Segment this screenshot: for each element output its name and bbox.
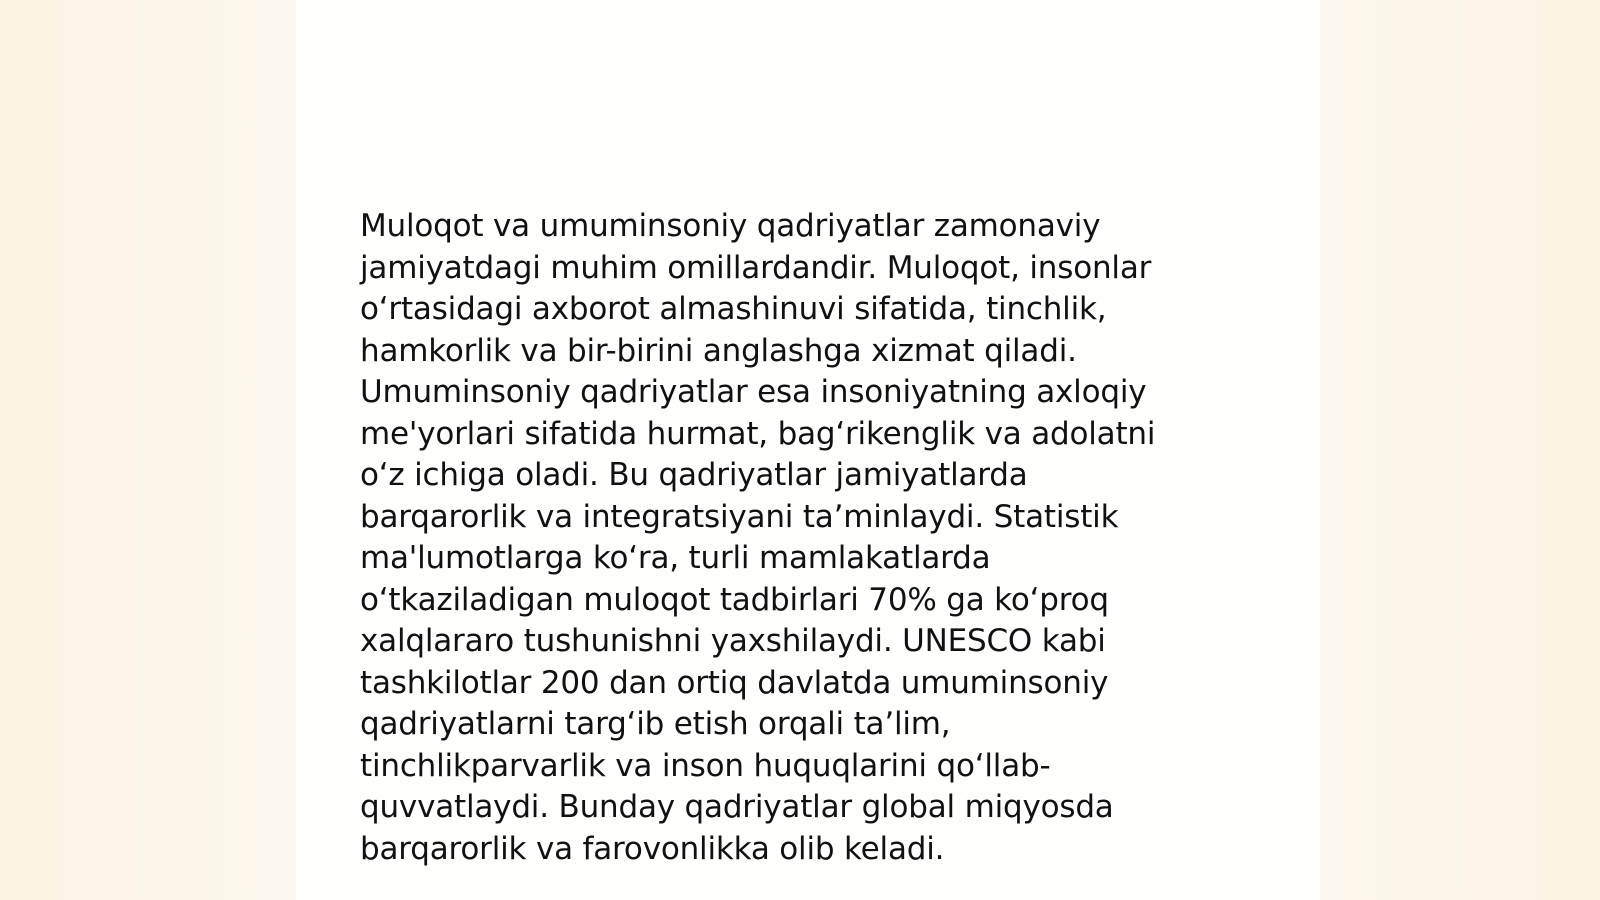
paragraph-line: qadriyatlarni targ‘ib etish orqali ta’lim, <box>360 706 951 742</box>
paragraph-line: o‘rtasidagi axborot almashinuvi sifatida, tinchlik, <box>360 291 1107 327</box>
paragraph-line: hamkorlik va bir-birini anglashga xizmat qiladi. <box>360 332 1077 369</box>
paragraph-line: Muloqot va umuminsoniy qadriyatlar zamonaviy <box>360 208 1101 244</box>
paragraph-line: barqarorlik va farovonlikka olib keladi. <box>360 830 945 867</box>
paragraph-line: Umuminsoniy qadriyatlar esa insoniyatning axloqiy <box>360 374 1147 410</box>
paragraph-line: me'yorlari sifatida hurmat, bag‘rikenglik va adolatni <box>360 415 1156 452</box>
paragraph-line: barqarorlik va integratsiyani ta’minlaydi. Statistik <box>360 498 1119 535</box>
paragraph-line: tinchlikparvarlik va inson huquqlarini qo‘llab- <box>360 747 1051 784</box>
paragraph-line: jamiyatdagi muhim omillardandir. Muloqot, insonlar <box>360 249 1152 286</box>
paragraph-line: ma'lumotlarga ko‘ra, turli mamlakatlarda <box>360 540 991 576</box>
paragraph-line: xalqlararo tushunishni yaxshilaydi. UNESCO kabi <box>360 623 1106 659</box>
paragraph-line: o‘z ichiga oladi. Bu qadriyatlar jamiyatlarda <box>360 457 1028 493</box>
paragraph-line: o‘tkaziladigan muloqot tadbirlari 70% ga ko‘proq <box>360 581 1109 618</box>
paragraph-line: quvvatlaydi. Bunday qadriyatlar global miqyosda <box>360 789 1114 825</box>
body-paragraph <box>360 206 1220 870</box>
paragraph-line: tashkilotlar 200 dan ortiq davlatda umuminsoniy <box>360 664 1109 701</box>
